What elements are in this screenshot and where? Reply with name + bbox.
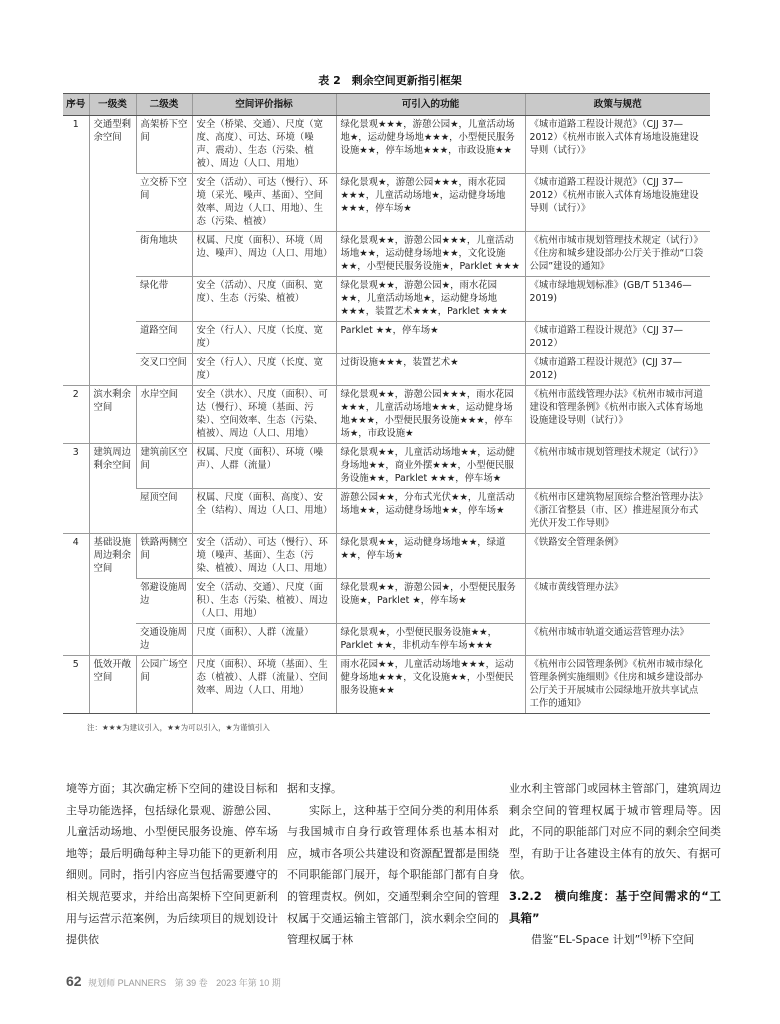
functions-cell: 绿化景观★★，游憩公园★★★，儿童活动场地★★，运动健身场地★★，文化设施★★，小型便民服务设施★，Parklet ★★★ bbox=[336, 232, 525, 277]
paragraph bbox=[509, 929, 721, 951]
subcategory-cell: 铁路两侧空间 bbox=[136, 534, 192, 579]
paragraph: 实际上，这种基于空间分类的利用体系与我国城市自身行政管理体系也基本相对应，城市各项公共建设和资源配置都是围绕不同职能部门展开，每个职能部门都有自身的管理责权。例如，交通型剩余空间的管理权属于交通运输主管部门，滨水剩余空间的管理权属于林 bbox=[287, 803, 499, 947]
functions-cell: 绿化景观★★，儿童活动场地★★，运动健身场地★★，商业外摆★★★，小型便民服务设施★★，Parklet ★★★，停车场★ bbox=[336, 444, 525, 489]
functions-cell: 过街设施★★★，装置艺术★ bbox=[336, 354, 525, 386]
indicators-cell: 安全（行人）、尺度（长度、宽度） bbox=[192, 354, 336, 386]
indicators-cell: 安全（活动）、可达（慢行）、环境（采光、噪声、基面）、空间效率、周边（人口、用地）、生态（污染、植被） bbox=[192, 174, 336, 232]
table-row bbox=[63, 534, 710, 579]
functions-cell: 绿化景观★★，游憩公园★★★，雨水花园★★★，儿童活动场地★★★，运动健身场地★★★，小型便民服务设施★★★，停车场★，市政设施★ bbox=[336, 386, 525, 444]
subcategory-cell: 建筑前区空间 bbox=[136, 444, 192, 489]
group-category: 滨水剩余空间 bbox=[89, 386, 136, 444]
indicators-cell: 安全（行人）、尺度（长度、宽度） bbox=[192, 322, 336, 354]
subcategory-cell: 邻避设施周边 bbox=[136, 579, 192, 624]
group-category: 建筑周边剩余空间 bbox=[89, 444, 136, 534]
indicators-cell: 安全（洪水）、尺度（面积）、可达（慢行）、环境（基面、污染）、空间效率、生态（污染、植被）、周边（人口、用地） bbox=[192, 386, 336, 444]
functions-cell: 绿化景观★★，游憩公园★，小型便民服务设施★，Parklet ★，停车场★ bbox=[336, 579, 525, 624]
header-category: 一级类 bbox=[89, 94, 136, 116]
issue: 2023 年第 10 期 bbox=[216, 978, 281, 988]
subcategory-cell: 道路空间 bbox=[136, 322, 192, 354]
indicators-cell: 尺度（面积）、人群（流量） bbox=[192, 624, 336, 656]
group-number: 2 bbox=[63, 386, 89, 444]
paragraph: 境等方面；其次确定桥下空间的建设目标和主导功能选择，包括绿化景观、游憩公园、儿童活动场地、小型便民服务设施、停车场地等；最后明确每种主导功能下的更新利用细则。同时，指引内容应当包括需要遵守的相关规范要求，并给出高架桥下空间更新利用与运营示范案例，为后续项目的规划设计提供依 bbox=[66, 782, 278, 947]
functions-cell: 绿化景观★，小型便民服务设施★★，Parklet ★★，非机动车停车场★★★ bbox=[336, 624, 525, 656]
page-number: 62 bbox=[66, 973, 82, 989]
table-row bbox=[63, 116, 710, 174]
group-number: 4 bbox=[63, 534, 89, 656]
indicators-cell: 权属、尺度（面积、高度）、安全（结构）、周边（人口、用地） bbox=[192, 489, 336, 534]
header-subcategory: 二级类 bbox=[136, 94, 192, 116]
indicators-cell: 安全（活动）、可达（慢行）、环境（噪声、基面）、生态（污染、植被）、周边（人口、用地） bbox=[192, 534, 336, 579]
header-functions: 可引入的功能 bbox=[336, 94, 525, 116]
citation-ref: [9] bbox=[640, 932, 651, 941]
table-row bbox=[63, 579, 710, 624]
subcategory-cell: 屋顶空间 bbox=[136, 489, 192, 534]
indicators-cell: 尺度（面积）、环境（基面）、生态（植被）、人群（流量）、空间效率、周边（人口、用地） bbox=[192, 656, 336, 714]
volume: 第 39 卷 bbox=[174, 978, 208, 988]
guidance-table bbox=[63, 93, 710, 714]
policies-cell: 《城市黄线管理办法》 bbox=[525, 579, 710, 624]
indicators-cell: 权属、尺度（面积）、环境（周边、噪声）、周边（人口、用地） bbox=[192, 232, 336, 277]
table-row bbox=[63, 444, 710, 489]
paragraph: 业水利主管部门或园林主管部门，建筑周边剩余空间的管理权属于城市管理局等。因此，不同的职能部门对应不同的剩余空间类型，有助于让各建设主体有的放矢、有据可依。 bbox=[509, 782, 721, 882]
paragraph: 据和支撑。 bbox=[287, 782, 342, 795]
paragraph-text: 桥下空间 bbox=[650, 933, 695, 947]
policies-cell: 《杭州市城市规划管理技术规定（试行）》《住房和城乡建设部办公厅关于推动“口袋公园”建设的通知》 bbox=[525, 232, 710, 277]
body-column-3 bbox=[509, 778, 721, 951]
table-header-row bbox=[63, 94, 710, 116]
subcategory-cell: 公园广场空间 bbox=[136, 656, 192, 714]
table-note: 注：★★★为建议引入，★★为可以引入，★为谨慎引入 bbox=[87, 723, 270, 732]
functions-cell: Parklet ★★，停车场★ bbox=[336, 322, 525, 354]
header-indicators: 空间评价指标 bbox=[192, 94, 336, 116]
policies-cell: 《城市道路工程设计规范》（CJJ 37—2012）《杭州市嵌入式体育场地设施建设导则（试行）》 bbox=[525, 174, 710, 232]
policies-cell: 《杭州市区建筑物屋顶综合整治管理办法》《浙江省整县（市、区）推进屋顶分布式光伏开发工作导则》 bbox=[525, 489, 710, 534]
subcategory-cell: 绿化带 bbox=[136, 277, 192, 322]
table-row bbox=[63, 489, 710, 534]
policies-cell: 《城市道路工程设计规范》（CJJ 37—2012） bbox=[525, 322, 710, 354]
group-category: 交通型剩余空间 bbox=[89, 116, 136, 386]
policies-cell: 《城市道路工程设计规范》（CJJ 37—2012）《杭州市嵌入式体育场地设施建设导则（试行）》 bbox=[525, 116, 710, 174]
policies-cell: 《杭州市蓝线管理办法》《杭州市城市河道建设和管理条例》《杭州市嵌入式体育场地设施建设导则（试行）》 bbox=[525, 386, 710, 444]
table-row bbox=[63, 232, 710, 277]
group-category: 低效开敞空间 bbox=[89, 656, 136, 714]
page-footer bbox=[66, 973, 287, 989]
body-column-2 bbox=[287, 778, 499, 951]
subcategory-cell: 水岸空间 bbox=[136, 386, 192, 444]
indicators-cell: 安全（活动、交通）、尺度（面积）、生态（污染、植被）、周边（人口、用地） bbox=[192, 579, 336, 624]
policies-cell: 《铁路安全管理条例》 bbox=[525, 534, 710, 579]
header-no: 序号 bbox=[63, 94, 89, 116]
subcategory-cell: 立交桥下空间 bbox=[136, 174, 192, 232]
indicators-cell: 权属、尺度（面积）、环境（噪声）、人群（流量） bbox=[192, 444, 336, 489]
policies-cell: 《杭州市城市轨道交通运营管理办法》 bbox=[525, 624, 710, 656]
table-row bbox=[63, 656, 710, 714]
subcategory-cell: 高架桥下空间 bbox=[136, 116, 192, 174]
table-caption: 表 2 剩余空间更新指引框架 bbox=[318, 74, 462, 87]
table-row bbox=[63, 354, 710, 386]
indicators-cell: 安全（桥梁、交通）、尺度（宽度、高度）、可达、环境（噪声、震动）、生态（污染、植被）、周边（人口、用地） bbox=[192, 116, 336, 174]
table-row bbox=[63, 322, 710, 354]
table-row bbox=[63, 624, 710, 656]
policies-cell: 《杭州市城市规划管理技术规定（试行）》 bbox=[525, 444, 710, 489]
table-row bbox=[63, 277, 710, 322]
functions-cell: 绿化景观★，游憩公园★★★，雨水花园★★★，儿童活动场地★，运动健身场地★★★，停车场★ bbox=[336, 174, 525, 232]
functions-cell: 绿化景观★★，游憩公园★，雨水花园★★，儿童活动场地★，运动健身场地★★★，装置艺术★★★，Parklet ★★★ bbox=[336, 277, 525, 322]
policies-cell: 《城市道路工程设计规范》(CJJ 37—2012) bbox=[525, 354, 710, 386]
journal-name: 规划师 PLANNERS bbox=[88, 978, 167, 988]
header-policies: 政策与规范 bbox=[525, 94, 710, 116]
body-column-1 bbox=[66, 778, 278, 951]
table-row bbox=[63, 174, 710, 232]
section-heading: 3.2.2 横向维度：基于空间需求的“工具箱” bbox=[509, 888, 721, 925]
group-number: 1 bbox=[63, 116, 89, 386]
subcategory-cell: 交叉口空间 bbox=[136, 354, 192, 386]
group-category: 基础设施周边剩余空间 bbox=[89, 534, 136, 656]
functions-cell: 游憩公园★★，分布式光伏★★，儿童活动场地★★，运动健身场地★★，停车场★ bbox=[336, 489, 525, 534]
subcategory-cell: 交通设施周边 bbox=[136, 624, 192, 656]
group-number: 3 bbox=[63, 444, 89, 534]
indicators-cell: 安全（活动）、尺度（面积、宽度）、生态（污染、植被） bbox=[192, 277, 336, 322]
functions-cell: 绿化景观★★，运动健身场地★★，绿道★★，停车场★ bbox=[336, 534, 525, 579]
table-row bbox=[63, 386, 710, 444]
policies-cell: 《杭州市公园管理条例》《杭州市城市绿化管理条例实施细则》《住房和城乡建设部办公厅关于开展城市公园绿地开放共享试点工作的通知》 bbox=[525, 656, 710, 714]
policies-cell: 《城市绿地规划标准》(GB/T 51346—2019) bbox=[525, 277, 710, 322]
paragraph-text: 借鉴“EL-Space 计划” bbox=[531, 933, 641, 947]
subcategory-cell: 街角地块 bbox=[136, 232, 192, 277]
group-number: 5 bbox=[63, 656, 89, 714]
functions-cell: 雨水花园★★，儿童活动场地★★★，运动健身场地★★★，文化设施★★，小型便民服务设施★★ bbox=[336, 656, 525, 714]
functions-cell: 绿化景观★★★，游憩公园★，儿童活动场地★，运动健身场地★★★，小型便民服务设施★★，停车场地★★★，市政设施★★ bbox=[336, 116, 525, 174]
